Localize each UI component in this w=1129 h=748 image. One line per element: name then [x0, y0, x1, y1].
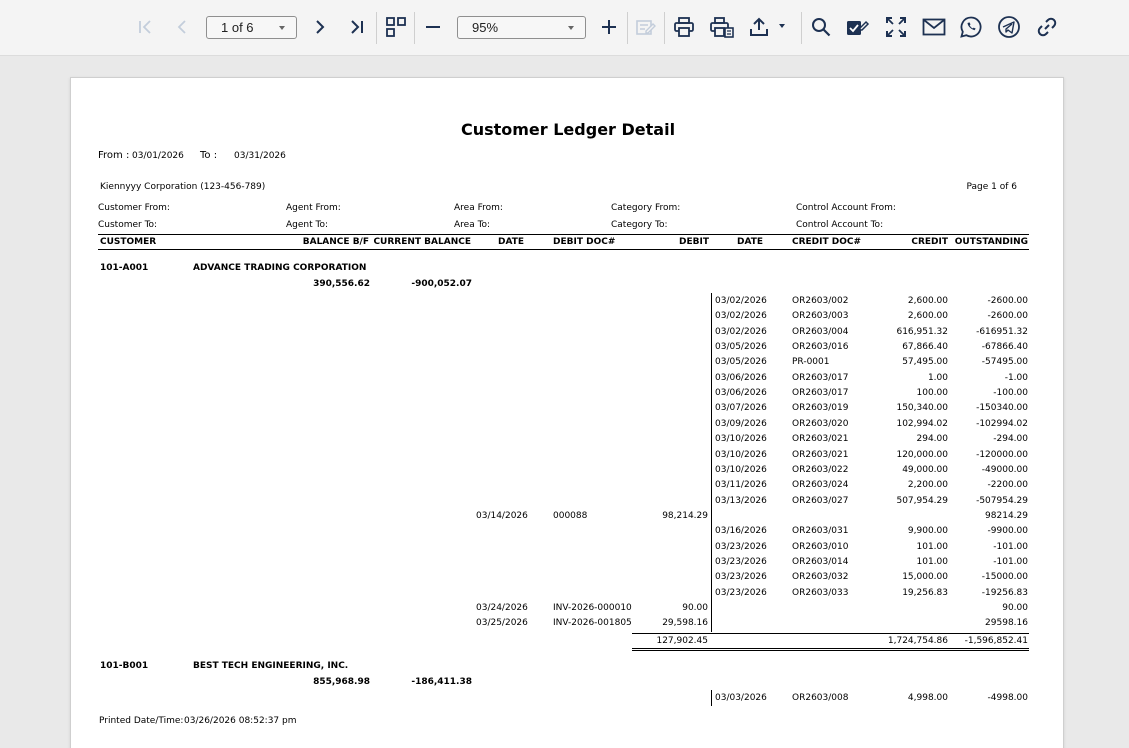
credit-doc: OR2603/002: [792, 296, 849, 306]
debit-credit-divider: [711, 690, 712, 706]
total-rule-top: [632, 633, 1029, 634]
outstanding-amount: -49000.00: [981, 464, 1028, 475]
outstanding-amount: 29598.16: [985, 618, 1028, 629]
credit-date: 03/13/2026: [715, 495, 767, 506]
debit-doc: 000088: [553, 510, 588, 521]
header-rule-top: [98, 234, 1029, 235]
credit-date: 03/03/2026: [715, 693, 767, 703]
zoom-in-button[interactable]: [592, 10, 626, 44]
credit-amount: 67,866.40: [902, 342, 948, 353]
balance-bf: 855,968.98: [313, 677, 370, 687]
whatsapp-button[interactable]: [954, 10, 988, 44]
credit-amount: 2,200.00: [907, 480, 948, 491]
outstanding-amount: -2600.00: [987, 296, 1028, 306]
customer-code: 101-B001: [100, 661, 149, 671]
outstanding-amount: -15000.00: [981, 572, 1028, 583]
total-outstanding: -1,596,852.41: [964, 635, 1028, 646]
credit-date: 03/05/2026: [715, 342, 767, 353]
credit-date: 03/09/2026: [715, 418, 767, 429]
debit-amount: 29,598.16: [662, 618, 708, 629]
chevron-right-icon: [310, 17, 330, 37]
agent-from-label: Agent From:: [286, 203, 341, 213]
envelope-icon: [922, 17, 946, 37]
credit-doc: OR2603/024: [792, 480, 849, 491]
credit-amount: 101.00: [916, 541, 948, 552]
credit-date: 03/10/2026: [715, 449, 767, 460]
credit-amount: 19,256.83: [902, 587, 948, 598]
chevron-down-icon[interactable]: [779, 24, 785, 28]
credit-date: 03/02/2026: [715, 311, 767, 322]
credit-amount: 616,951.32: [896, 326, 948, 337]
total-debit: 127,902.45: [656, 635, 708, 646]
total-rule-double-1: [632, 648, 1029, 649]
multi-page-button[interactable]: [379, 10, 413, 44]
credit-amount: 150,340.00: [896, 403, 948, 414]
from-label: From :: [98, 150, 130, 161]
outstanding-amount: -4998.00: [987, 693, 1028, 703]
credit-amount: 100.00: [916, 388, 948, 399]
debit-date: 03/14/2026: [476, 510, 528, 521]
total-credit: 1,724,754.86: [887, 635, 948, 646]
telegram-button[interactable]: [992, 10, 1026, 44]
customer-code: 101-A001: [100, 263, 149, 273]
col-header-debit: DEBIT: [679, 237, 709, 247]
total-rule-double-2: [632, 650, 1029, 651]
control-account-from-label: Control Account From:: [796, 203, 896, 213]
search-icon: [810, 16, 832, 38]
toolbar-separator: [627, 12, 628, 44]
customer-name: BEST TECH ENGINEERING, INC.: [193, 661, 349, 671]
debit-date: 03/25/2026: [476, 618, 528, 629]
control-account-to-label: Control Account To:: [796, 220, 884, 230]
page-indicator: 1 of 6: [221, 20, 254, 35]
outstanding-amount: -2200.00: [987, 480, 1028, 491]
col-header-current-balance: CURRENT BALANCE: [373, 237, 471, 247]
credit-date: 03/23/2026: [715, 587, 767, 598]
printer-icon: [673, 16, 695, 38]
credit-doc: OR2603/010: [792, 541, 849, 552]
outstanding-amount: -507954.29: [976, 495, 1028, 506]
customer-to-label: Customer To:: [98, 220, 158, 230]
credit-amount: 1.00: [927, 372, 948, 383]
email-button[interactable]: [917, 10, 951, 44]
last-page-button[interactable]: [340, 10, 374, 44]
credit-doc: OR2603/014: [792, 556, 849, 567]
report-page: [70, 77, 1064, 748]
credit-doc: OR2603/021: [792, 434, 849, 445]
credit-doc: OR2603/008: [792, 693, 849, 703]
toolbar-separator: [414, 12, 415, 44]
debit-amount: 98,214.29: [662, 510, 708, 521]
document-map-button[interactable]: [841, 10, 875, 44]
credit-date: 03/02/2026: [715, 326, 767, 337]
credit-date: 03/06/2026: [715, 372, 767, 383]
chevron-down-icon: [568, 26, 574, 30]
credit-amount: 120,000.00: [896, 449, 948, 460]
col-header-debit-date: DATE: [497, 237, 524, 247]
outstanding-amount: 98214.29: [985, 510, 1028, 521]
credit-amount: 49,000.00: [902, 464, 948, 475]
to-date: 03/31/2026: [234, 151, 286, 161]
credit-doc: OR2603/020: [792, 418, 849, 429]
credit-doc: PR-0001: [792, 357, 830, 368]
viewer-toolbar: [0, 0, 1129, 56]
outstanding-amount: -120000.00: [976, 449, 1028, 460]
debit-doc: INV-2026-000010: [553, 603, 632, 613]
whatsapp-icon: [959, 15, 983, 39]
outstanding-amount: -100.00: [993, 388, 1028, 399]
outstanding-amount: -616951.32: [976, 326, 1028, 337]
print-button[interactable]: [667, 10, 701, 44]
col-header-balance-bf: BALANCE B/F: [302, 237, 369, 247]
outstanding-amount: -19256.83: [981, 587, 1028, 598]
credit-date: 03/06/2026: [715, 388, 767, 399]
next-page-button[interactable]: [303, 10, 337, 44]
credit-doc: OR2603/031: [792, 526, 849, 537]
outstanding-amount: -9900.00: [987, 526, 1028, 537]
outstanding-amount: -294.00: [993, 434, 1028, 445]
toolbar-separator: [801, 12, 802, 44]
zoom-level: 95%: [472, 20, 499, 35]
area-to-label: Area To:: [454, 220, 491, 230]
copy-link-button[interactable]: [1030, 10, 1064, 44]
credit-doc: OR2603/033: [792, 587, 849, 598]
current-balance: -186,411.38: [411, 677, 472, 687]
credit-doc: OR2603/004: [792, 326, 849, 337]
col-header-customer: CUSTOMER: [100, 237, 157, 247]
link-icon: [1035, 15, 1059, 39]
outstanding-amount: -67866.40: [981, 342, 1028, 353]
minus-icon: [423, 17, 443, 37]
credit-date: 03/16/2026: [715, 526, 767, 537]
category-from-label: Category From:: [611, 203, 681, 213]
zoom-selector[interactable]: [457, 16, 586, 39]
outstanding-amount: -1.00: [1004, 372, 1028, 383]
first-page-button[interactable]: [128, 10, 162, 44]
col-header-credit: CREDIT: [911, 237, 948, 247]
customer-from-label: Customer From:: [98, 203, 170, 213]
credit-amount: 57,495.00: [902, 357, 948, 368]
credit-doc: OR2603/003: [792, 311, 849, 322]
credit-doc: OR2603/021: [792, 449, 849, 460]
credit-amount: 2,600.00: [907, 296, 948, 306]
credit-date: 03/02/2026: [715, 296, 767, 306]
company-name: Kiennyyy Corporation (123-456-789): [100, 182, 266, 192]
from-date: 03/01/2026: [132, 151, 184, 161]
credit-date: 03/07/2026: [715, 403, 767, 414]
outstanding-amount: 90.00: [1002, 603, 1028, 613]
outstanding-amount: -2600.00: [987, 311, 1028, 322]
credit-doc: OR2603/016: [792, 342, 849, 353]
outstanding-amount: -150340.00: [976, 403, 1028, 414]
last-page-icon: [347, 17, 367, 37]
credit-amount: 101.00: [916, 556, 948, 567]
print-page-button[interactable]: [705, 10, 739, 44]
col-header-credit-doc: CREDIT DOC#: [792, 237, 862, 247]
col-header-credit-date: DATE: [736, 237, 763, 247]
header-rule-bottom: [98, 249, 1029, 250]
fullscreen-icon: [885, 16, 907, 38]
first-page-icon: [135, 17, 155, 37]
telegram-icon: [997, 15, 1021, 39]
credit-doc: OR2603/027: [792, 495, 849, 506]
credit-amount: 9,900.00: [907, 526, 948, 537]
credit-date: 03/11/2026: [715, 480, 767, 491]
debit-doc: INV-2026-001805: [553, 618, 632, 629]
credit-amount: 102,994.02: [896, 418, 948, 429]
chevron-down-icon: [279, 26, 285, 30]
zoom-out-button[interactable]: [416, 10, 450, 44]
current-balance: -900,052.07: [411, 279, 472, 289]
printed-label: Printed Date/Time:: [99, 716, 184, 726]
grid-view-icon: [385, 16, 407, 38]
credit-amount: 4,998.00: [907, 693, 948, 703]
debit-credit-divider: [711, 293, 712, 632]
category-to-label: Category To:: [611, 220, 668, 230]
debit-amount: 90.00: [682, 603, 708, 613]
page-number-label: Page 1 of 6: [966, 182, 1017, 192]
fullscreen-button[interactable]: [879, 10, 913, 44]
credit-doc: OR2603/017: [792, 372, 849, 383]
page-selector[interactable]: [206, 16, 297, 39]
credit-doc: OR2603/022: [792, 464, 849, 475]
credit-doc: OR2603/019: [792, 403, 849, 414]
credit-date: 03/23/2026: [715, 541, 767, 552]
credit-date: 03/23/2026: [715, 556, 767, 567]
chevron-left-icon: [172, 17, 192, 37]
customer-name: ADVANCE TRADING CORPORATION: [193, 263, 367, 273]
printed-datetime: 03/26/2026 08:52:37 pm: [184, 716, 297, 726]
credit-amount: 15,000.00: [902, 572, 948, 583]
to-label: To :: [200, 150, 218, 161]
toolbar-separator: [664, 12, 665, 44]
col-header-outstanding: OUTSTANDING: [954, 237, 1028, 247]
toolbar-separator: [376, 12, 377, 44]
col-header-debit-doc: DEBIT DOC#: [553, 237, 616, 247]
edit-fields-button[interactable]: [629, 10, 663, 44]
outstanding-amount: -57495.00: [981, 357, 1028, 368]
credit-date: 03/05/2026: [715, 357, 767, 368]
search-button[interactable]: [804, 10, 838, 44]
export-button[interactable]: [742, 10, 776, 44]
previous-page-button[interactable]: [165, 10, 199, 44]
credit-amount: 294.00: [916, 434, 948, 445]
upload-icon: [748, 16, 770, 38]
credit-doc: OR2603/032: [792, 572, 849, 583]
credit-date: 03/10/2026: [715, 434, 767, 445]
credit-date: 03/10/2026: [715, 464, 767, 475]
credit-date: 03/23/2026: [715, 572, 767, 583]
balance-bf: 390,556.62: [313, 279, 370, 289]
agent-to-label: Agent To:: [286, 220, 329, 230]
outstanding-amount: -101.00: [993, 541, 1028, 552]
credit-amount: 2,600.00: [907, 311, 948, 322]
edit-fields-icon: [635, 16, 657, 38]
credit-amount: 507,954.29: [896, 495, 948, 506]
debit-date: 03/24/2026: [476, 603, 528, 613]
print-page-icon: [710, 16, 734, 38]
document-check-icon: [846, 16, 870, 38]
area-from-label: Area From:: [454, 203, 503, 213]
outstanding-amount: -102994.02: [976, 418, 1028, 429]
plus-icon: [599, 17, 619, 37]
credit-doc: OR2603/017: [792, 388, 849, 399]
report-title: Customer Ledger Detail: [460, 120, 676, 139]
outstanding-amount: -101.00: [993, 556, 1028, 567]
